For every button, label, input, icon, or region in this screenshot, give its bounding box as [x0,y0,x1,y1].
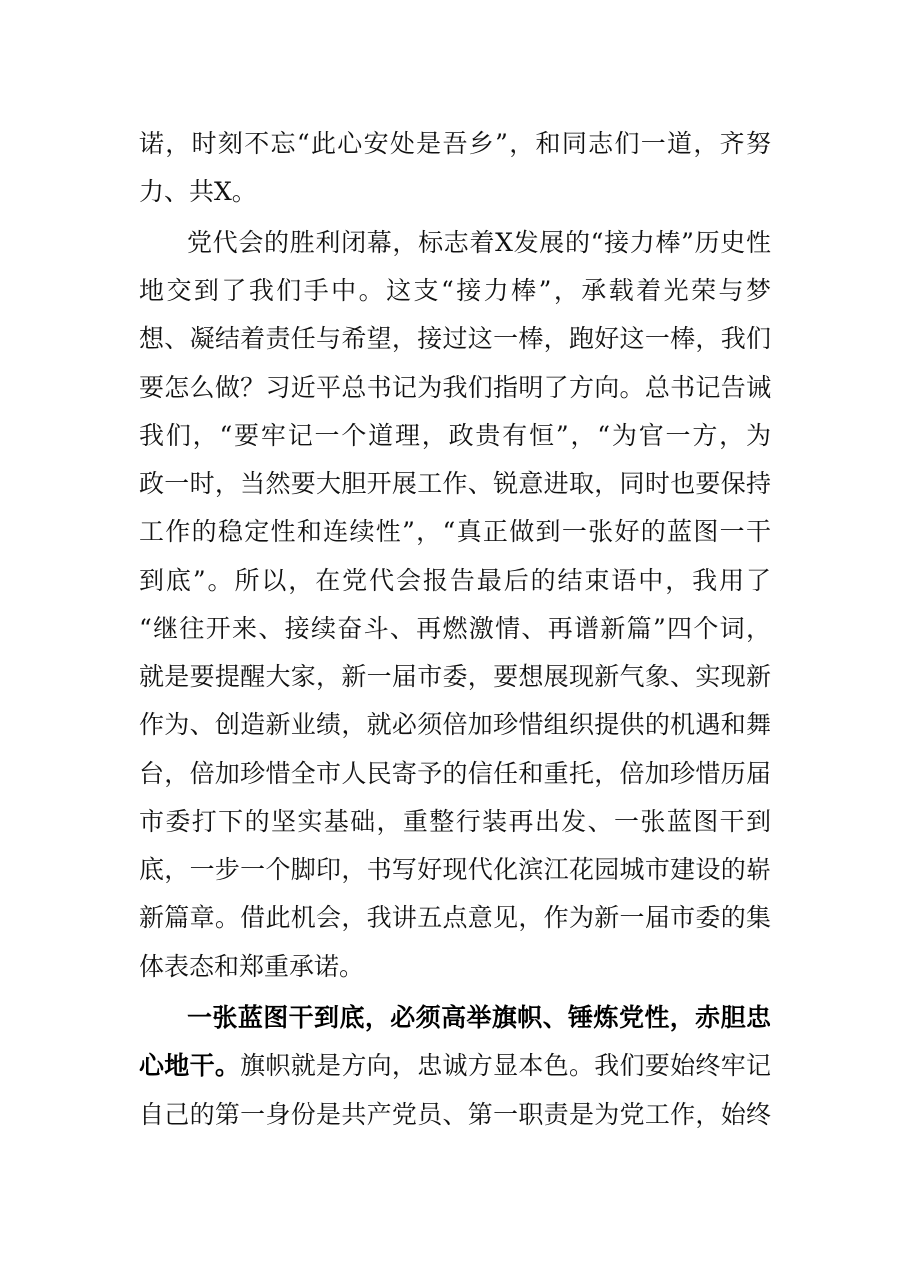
section-body-text: 旗帜就是方向，忠诚方显本色。我们要始终牢记 [240,1051,771,1080]
text-line: 底，一步一个脚印，书写好现代化滨江花园城市建设的崭 [139,855,771,884]
text-line: 党代会的胜利闭幕，标志着X发展的“接力棒”历史性 [187,228,771,257]
text-line: 市委打下的坚实基础，重整行装再出发、一张蓝图干到 [139,807,771,836]
text-line: 诺，时刻不忘“此心安处是吾乡”，和同志们一道，齐努 [139,129,771,158]
text-line: 体表态和郑重承诺。 [139,952,365,981]
text-line: “继往开来、接续奋斗、再燃激情、再谱新篇”四个词， [139,614,771,643]
text-line [139,1044,771,1088]
text-line: 台，倍加珍惜全市人民寄予的信任和重托，倍加珍惜历届 [139,759,771,788]
text-line: 我们，“要牢记一个道理，政贵有恒”，“为官一方，为 [139,421,771,450]
text-line: 想、凝结着责任与希望，接过这一棒，跑好这一棒，我们 [139,324,771,353]
text-line: 力、共X。 [139,177,257,206]
section-heading-end: 心地干。 [139,1051,241,1080]
text-line: 工作的稳定性和连续性”，“真正做到一张好的蓝图一干 [139,517,771,546]
text-line: 到底”。所以，在党代会报告最后的结束语中，我用了 [139,566,771,595]
text-line: 新篇章。借此机会，我讲五点意见，作为新一届市委的集 [139,903,771,932]
text-line: 自己的第一身份是共产党员、第一职责是为党工作，始终 [139,1100,771,1129]
section-heading: 一张蓝图干到底，必须高举旗帜、锤炼党性，赤胆忠 [187,1003,771,1032]
text-line: 要怎么做？习近平总书记为我们指明了方向。总书记告诫 [139,373,771,402]
text-line: 作为、创造新业绩，就必须倍加珍惜组织提供的机遇和舞 [139,710,771,739]
text-line: 政一时，当然要大胆开展工作、锐意进取，同时也要保持 [139,469,771,498]
text-line: 地交到了我们手中。这支“接力棒”，承载着光荣与梦 [139,276,771,305]
text-line: 就是要提醒大家，新一届市委，要想展现新气象、实现新 [139,662,771,691]
